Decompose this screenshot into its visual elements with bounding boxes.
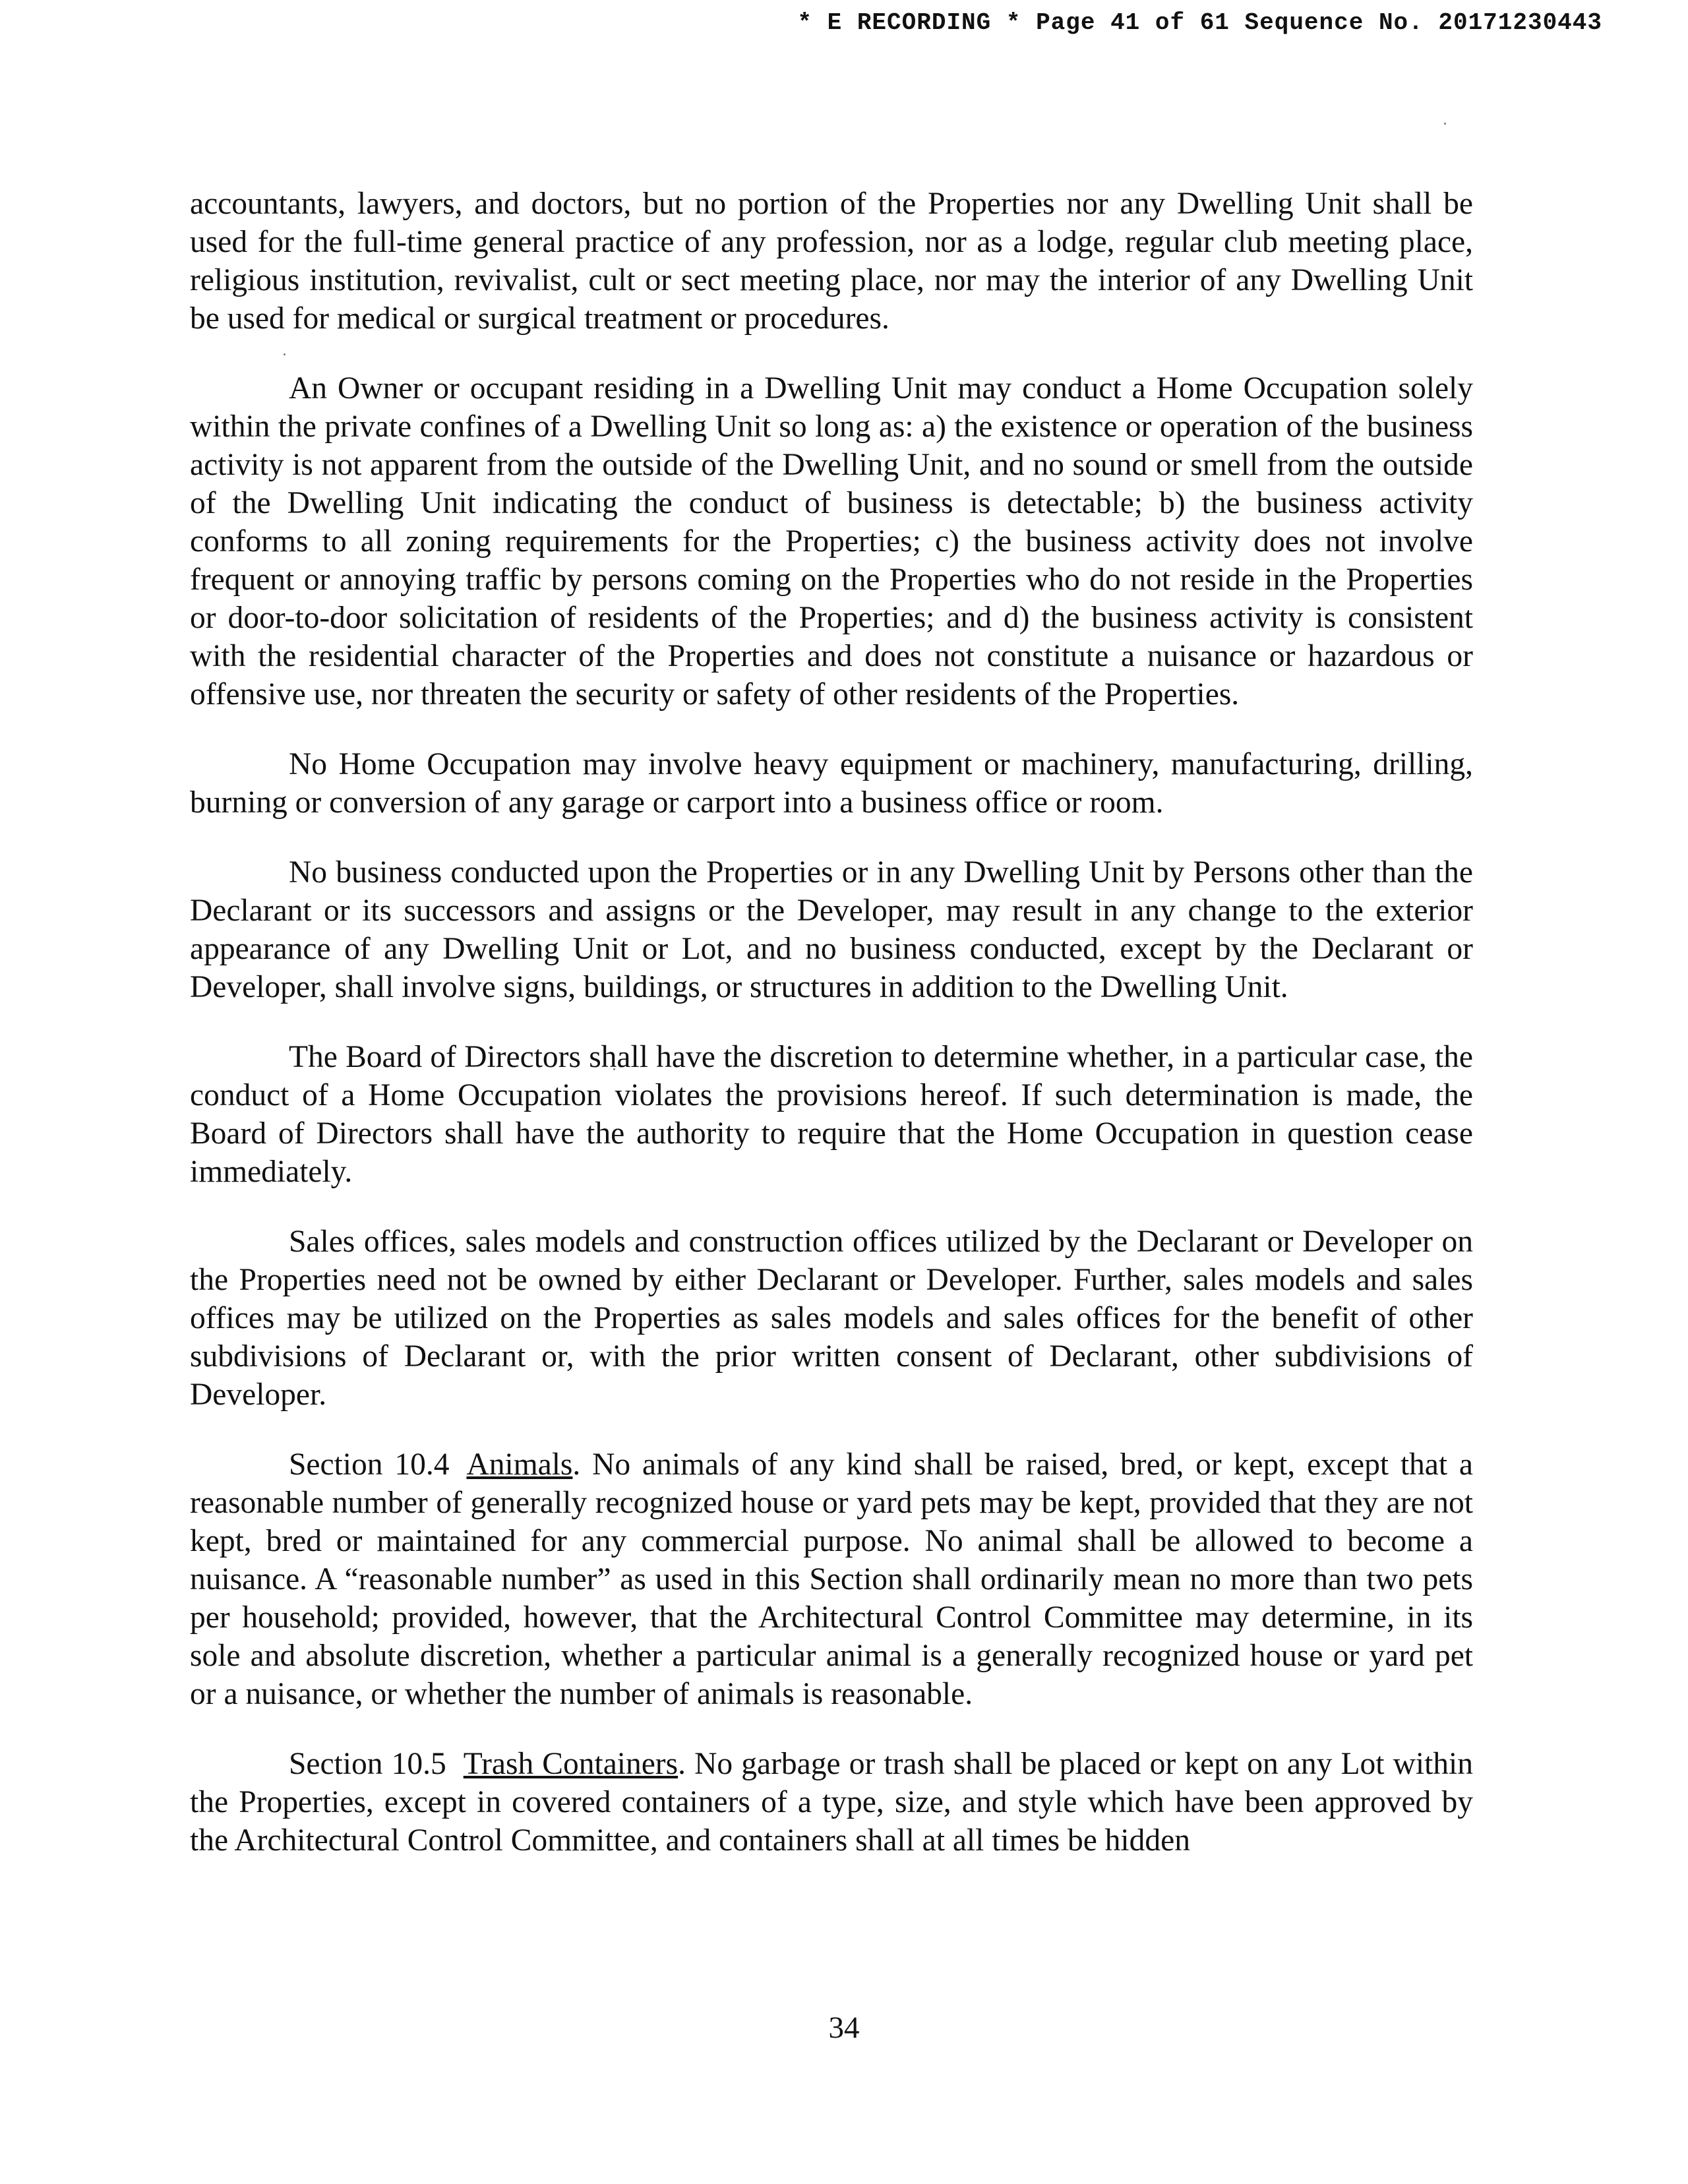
- paragraph-sales-offices: Sales offices, sales models and construction offices utilized by the Declarant or Developer on the Properties need not be owned by either Declarant or Developer. Further, sales models and sales offices may be utilized on the Properties as sales models and sales offices for the benefit of other subdivisions of Declarant or, with the prior written consent of Declarant, other subdivisions of Developer.: [190, 1225, 1473, 1412]
- section-trash-containers: [190, 1745, 1473, 1860]
- section-animals: [190, 1445, 1473, 1713]
- section-number: Section 10.4: [289, 1447, 450, 1482]
- paragraph-home-occupation: An Owner or occupant residing in a Dwelling Unit may conduct a Home Occupation solely within the private confines of a Dwelling Unit so long as: a) the existence or operation of the business activity is not apparent from the outside of the Dwelling Unit, and no sound or smell from the outside of the Dwelling Unit indicating the conduct of business is detectable; b) the business activity conforms to all zoning requirements for the Properties; c) the business activity does not involve frequent or annoying traffic by persons coming on the Properties who do not reside in the Properties or door-to-door solicitation of residents of the Properties; and d) the business activity is consistent with the residential character of the Properties and does not constitute a nuisance or hazardous or offensive use, nor threaten the security or safety of other residents of the Properties.: [190, 371, 1473, 712]
- paragraph-continued: accountants, lawyers, and doctors, but no portion of the Properties nor any Dwelling Unit shall be used for the full-time general practice of any profession, nor as a lodge, regular club meeting place, religious institution, revivalist, cult or sect meeting place, nor may the interior of any Dwelling Unit be used for medical or surgical treatment or procedures.: [190, 187, 1473, 336]
- recording-header: * E RECORDING * Page 41 of 61 Sequence No. 20171230443: [797, 9, 1602, 36]
- section-text: . No animals of any kind shall be raised, bred, or kept, except that a reasonable number of generally recognized house or yard pets may be kept, provided that they are not kept, bred or maintained for any commercial purpose. No animal shall be allowed to become a nuisance. A “reasonable number” as used in this Section shall ordinarily mean no more than two pets per household; provided, however, that the Architectural Control Committee may determine, in its sole and absolute discretion, whether a particular animal is a generally recognized house or yard pet or a nuisance, or whether the number of animals is reasonable.: [190, 1447, 1474, 1711]
- section-number: Section 10.5: [289, 1747, 446, 1781]
- section-title: Trash Containers: [463, 1747, 678, 1781]
- paragraph-exterior-appearance: No business conducted upon the Properties or in any Dwelling Unit by Persons other than the Declarant or its successors and assigns or the Developer, may result in any change to the exterior appearance of any Dwelling Unit or Lot, and no business conducted, except by the Declarant or Developer, shall involve signs, buildings, or structures in addition to the Dwelling Unit.: [190, 855, 1473, 1004]
- section-title: Animals: [466, 1447, 573, 1482]
- paragraph-board-discretion: The Board of Directors shall have the discretion to determine whether, in a particular case, the conduct of a Home Occupation violates the provisions hereof. If such determination is made, the Board of Directors shall have the authority to require that the Home Occupation in question cease immediately.: [190, 1040, 1473, 1189]
- page-number: 34: [828, 2011, 860, 2045]
- section-text: . No garbage or trash shall be placed or kept on any Lot within the Properties, except in covered containers of a type, size, and style which have been approved by the Architectural Control Committee, and containers shall at all times be hidden: [190, 1747, 1473, 1858]
- scan-speck: [1444, 123, 1446, 125]
- document-body: [190, 185, 1473, 1891]
- paragraph-no-heavy-equipment: No Home Occupation may involve heavy equipment or machinery, manufacturing, drilling, burning or conversion of any garage or carport into a business office or room.: [190, 747, 1473, 820]
